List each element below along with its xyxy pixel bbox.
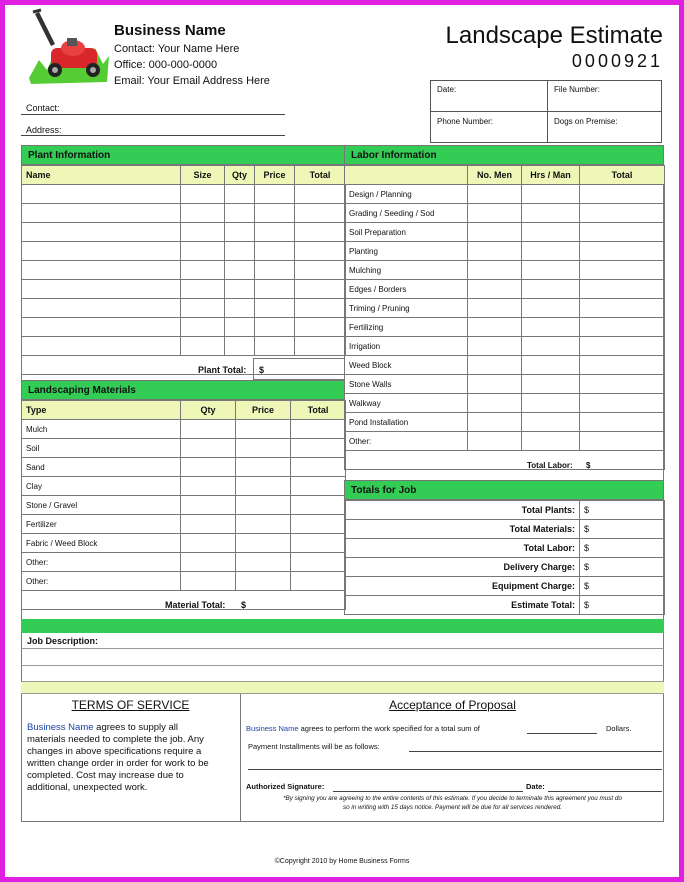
materials-type-cell: Sand [22,458,181,477]
labor-total-cell[interactable] [580,204,665,223]
plant-name-cell[interactable] [22,242,181,261]
plant-price-cell[interactable] [255,261,295,280]
dogs-label: Dogs on Premise: [554,117,618,126]
labor-total-cell[interactable] [580,413,665,432]
labor-total-cell[interactable] [580,261,665,280]
plant-price-cell[interactable] [255,280,295,299]
labor-row [345,280,665,299]
labor-task-cell: Grading / Seeding / Sod [345,204,468,223]
labor-row [345,356,665,375]
totals-value-cell[interactable]: $ [580,596,665,615]
terms-line-2: materials needed to complete the job. Any [27,734,204,745]
plant-price-cell[interactable] [255,242,295,261]
labor-row [345,299,665,318]
materials-type-cell: Fertilizer [22,515,181,534]
plant-name-cell[interactable] [22,261,181,280]
materials-header-row [22,401,346,420]
plant-price-cell[interactable] [255,299,295,318]
totals-row [345,596,665,615]
labor-hrs-cell[interactable] [522,185,580,204]
labor-hrs-cell[interactable] [522,375,580,394]
labor-section-header: Labor Information [344,145,664,165]
labor-men-cell[interactable] [468,204,522,223]
plant-total-cell[interactable] [295,318,346,337]
plant-name-cell[interactable] [22,280,181,299]
materials-row [22,515,346,534]
totals-label-cell: Delivery Charge: [345,558,580,577]
labor-hrs-cell[interactable] [522,261,580,280]
plant-qty-cell[interactable] [225,299,255,318]
plant-name-cell[interactable] [22,318,181,337]
customer-address-label: Address: [26,125,62,135]
dollars-label: Dollars. [606,724,632,733]
dogs-field[interactable] [547,111,662,143]
labor-task-cell: Fertilizing [345,318,468,337]
phone-field[interactable] [430,111,548,143]
plant-col-qty: Qty [225,166,255,185]
materials-row [22,458,346,477]
signature-date-line[interactable] [548,791,662,792]
materials-type-cell: Soil [22,439,181,458]
plant-qty-cell[interactable] [225,318,255,337]
plant-price-cell[interactable] [255,318,295,337]
labor-row [345,204,665,223]
labor-men-cell[interactable] [468,280,522,299]
labor-row [345,432,665,451]
acceptance-business-name: Business Name [246,724,299,733]
plant-size-cell[interactable] [181,185,225,204]
labor-task-cell: Edges / Borders [345,280,468,299]
plant-row [22,337,346,356]
labor-header-row [345,166,665,185]
labor-total-cell[interactable] [580,432,665,451]
totals-value-cell[interactable]: $ [580,520,665,539]
totals-label-cell: Total Plants: [345,501,580,520]
green-divider [21,619,664,633]
job-line-2[interactable] [21,665,664,666]
totals-value-cell[interactable]: $ [580,539,665,558]
agreement-note-2: so in writing with 15 days notice. Payment will be due for all services rendered. [342,804,563,811]
materials-type-cell: Clay [22,477,181,496]
totals-row [345,539,665,558]
labor-total-currency: $ [586,461,591,470]
materials-table [21,400,346,610]
materials-col-total: Total [291,401,346,420]
labor-men-cell[interactable] [468,318,522,337]
totals-value-cell[interactable]: $ [580,501,665,520]
labor-task-cell: Planting [345,242,468,261]
materials-total-cell[interactable] [291,477,346,496]
labor-table [344,165,665,470]
acceptance-text-1: agrees to perform the work specified for a total sum of [298,724,480,733]
plant-price-cell[interactable] [255,337,295,356]
signature-line[interactable] [333,791,523,792]
plant-total-cell[interactable] [295,337,346,356]
materials-price-cell[interactable] [236,553,291,572]
materials-price-cell[interactable] [236,458,291,477]
materials-qty-cell[interactable] [181,534,236,553]
labor-total-label: Total Labor: [527,461,573,470]
plant-total-cell[interactable] [295,280,346,299]
labor-task-cell: Pond Installation [345,413,468,432]
agreement-note-1: *By signing you are agreeing to the entire contents of this estimate. If you decide to terminate this agreement you must do [283,795,622,802]
plant-size-cell[interactable] [181,223,225,242]
labor-hrs-cell[interactable] [522,299,580,318]
labor-hrs-cell[interactable] [522,394,580,413]
labor-men-cell[interactable] [468,261,522,280]
plant-total-field[interactable] [253,358,345,380]
materials-total-cell[interactable] [291,496,346,515]
materials-type-cell: Mulch [22,420,181,439]
labor-row [345,242,665,261]
plant-qty-cell[interactable] [225,337,255,356]
labor-total-cell[interactable] [580,394,665,413]
materials-col-type: Type [22,401,181,420]
labor-men-cell[interactable] [468,223,522,242]
materials-price-cell[interactable] [236,515,291,534]
totals-section-header: Totals for Job [344,480,664,500]
labor-total-cell[interactable] [580,280,665,299]
labor-total-cell[interactable] [580,337,665,356]
plant-name-cell[interactable] [22,185,181,204]
totals-label-cell: Estimate Total: [345,596,580,615]
plant-row [22,204,346,223]
labor-men-cell[interactable] [468,394,522,413]
labor-task-cell: Other: [345,432,468,451]
copyright: ©Copyright 2010 by Home Business Forms [274,858,410,865]
labor-men-cell[interactable] [468,299,522,318]
file-number-label: File Number: [554,85,600,94]
labor-total-cell[interactable] [580,242,665,261]
materials-row [22,439,346,458]
totals-row [345,501,665,520]
materials-qty-cell[interactable] [181,496,236,515]
materials-qty-cell[interactable] [181,439,236,458]
materials-price-cell[interactable] [236,572,291,591]
materials-total-cell[interactable] [291,534,346,553]
job-line-1[interactable] [21,648,664,649]
labor-task-cell: Design / Planning [345,185,468,204]
totals-table [344,500,665,615]
totals-value-cell[interactable]: $ [580,577,665,596]
plant-col-size: Size [181,166,225,185]
plant-header-row [22,166,346,185]
labor-men-cell[interactable] [468,185,522,204]
yellow-divider [21,681,664,694]
labor-total-cell[interactable] [580,185,665,204]
lawn-mower-icon [25,8,111,88]
business-contact: Contact: Your Name Here [114,43,240,55]
plant-total-label: Plant Total: [198,365,247,375]
labor-row [345,185,665,204]
materials-row [22,572,346,591]
labor-task-cell: Stone Walls [345,375,468,394]
plant-total-cell[interactable] [295,242,346,261]
labor-col-men: No. Men [468,166,522,185]
plant-size-cell[interactable] [181,242,225,261]
labor-task-cell: Mulching [345,261,468,280]
plant-row [22,185,346,204]
materials-qty-cell[interactable] [181,477,236,496]
labor-hrs-cell[interactable] [522,280,580,299]
plant-section-header: Plant Information [21,145,345,165]
page-title: Landscape Estimate [445,22,663,49]
acceptance-text [246,724,480,733]
totals-row [345,577,665,596]
totals-label-cell: Total Materials: [345,520,580,539]
materials-row [22,496,346,515]
labor-row [345,223,665,242]
terms-line-4: written change order in order for work to be [27,758,209,769]
materials-section-header: Landscaping Materials [21,380,345,400]
terms-body [27,722,237,794]
plant-size-cell[interactable] [181,280,225,299]
total-sum-line[interactable] [527,733,597,734]
plant-size-cell[interactable] [181,204,225,223]
business-name: Business Name [114,22,226,39]
materials-total-cell[interactable] [291,572,346,591]
totals-label-cell: Total Labor: [345,539,580,558]
plant-table [21,165,346,375]
plant-size-cell[interactable] [181,261,225,280]
plant-qty-cell[interactable] [225,242,255,261]
labor-hrs-cell[interactable] [522,432,580,451]
plant-col-name: Name [22,166,181,185]
materials-row [22,534,346,553]
plant-total-cell[interactable] [295,299,346,318]
address-line[interactable] [21,135,285,136]
labor-task-cell: Weed Block [345,356,468,375]
totals-row [345,520,665,539]
materials-price-cell[interactable] [236,420,291,439]
acceptance-title: Acceptance of Proposal [389,698,516,712]
plant-name-cell[interactable] [22,337,181,356]
labor-hrs-cell[interactable] [522,204,580,223]
materials-price-cell[interactable] [236,477,291,496]
materials-qty-cell[interactable] [181,515,236,534]
labor-total-spacer [345,451,665,470]
plant-total-cell[interactable] [295,223,346,242]
phone-label: Phone Number: [437,117,494,126]
installments-label: Payment Installments will be as follows: [248,742,380,751]
materials-type-cell: Other: [22,572,181,591]
labor-men-cell[interactable] [468,242,522,261]
terms-line-5: completed. Cost may increase due to [27,770,184,781]
plant-size-cell[interactable] [181,299,225,318]
terms-title: TERMS OF SERVICE [71,698,190,712]
totals-row [345,558,665,577]
plant-total-currency: $ [259,365,265,375]
materials-price-cell[interactable] [236,496,291,515]
labor-row [345,318,665,337]
materials-qty-cell[interactable] [181,553,236,572]
date-field[interactable] [430,80,548,112]
job-description-label: Job Description: [27,636,99,646]
plant-qty-cell[interactable] [225,223,255,242]
materials-row [22,477,346,496]
labor-total-cell[interactable] [580,299,665,318]
terms-line-1: agrees to supply all [93,722,179,733]
labor-men-cell[interactable] [468,432,522,451]
materials-total-cell[interactable] [291,458,346,477]
labor-col-task [345,166,468,185]
business-office: Office: 000-000-0000 [114,59,218,71]
totals-value-cell[interactable]: $ [580,558,665,577]
labor-hrs-cell[interactable] [522,318,580,337]
plant-name-cell[interactable] [22,223,181,242]
business-email: Email: Your Email Address Here [114,75,270,87]
totals-label-cell: Equipment Charge: [345,577,580,596]
labor-hrs-cell[interactable] [522,413,580,432]
labor-total-cell[interactable] [580,318,665,337]
materials-qty-cell[interactable] [181,420,236,439]
plant-row [22,261,346,280]
labor-row [345,375,665,394]
material-total-label: Material Total: [165,600,226,610]
plant-qty-cell[interactable] [225,261,255,280]
materials-qty-cell[interactable] [181,458,236,477]
materials-col-price: Price [236,401,291,420]
labor-row [345,261,665,280]
signature-date-label: Date: [526,782,545,791]
installments-line-2[interactable] [248,769,662,770]
labor-total-row [345,451,665,470]
plant-qty-cell[interactable] [225,280,255,299]
date-label: Date: [437,85,457,94]
labor-col-hrs: Hrs / Man [522,166,580,185]
terms-business-name: Business Name [27,722,94,733]
materials-type-cell: Fabric / Weed Block [22,534,181,553]
materials-total-cell[interactable] [291,439,346,458]
materials-col-qty: Qty [181,401,236,420]
materials-type-cell: Other: [22,553,181,572]
terms-divider [240,694,241,822]
plant-col-price: Price [255,166,295,185]
labor-hrs-cell[interactable] [522,337,580,356]
plant-price-cell[interactable] [255,223,295,242]
plant-total-cell[interactable] [295,261,346,280]
labor-task-cell: Soil Preparation [345,223,468,242]
materials-qty-cell[interactable] [181,572,236,591]
labor-col-total: Total [580,166,665,185]
materials-row [22,420,346,439]
materials-price-cell[interactable] [236,439,291,458]
labor-row [345,394,665,413]
labor-task-cell: Walkway [345,394,468,413]
estimate-sheet [5,5,679,877]
plant-row [22,242,346,261]
material-total-currency: $ [241,600,247,610]
customer-contact-label: Contact: [26,103,60,113]
plant-price-cell[interactable] [255,204,295,223]
labor-total-cell[interactable] [580,223,665,242]
labor-men-cell[interactable] [468,375,522,394]
materials-total-cell[interactable] [291,553,346,572]
labor-task-cell: Irrigation [345,337,468,356]
plant-total-cell[interactable] [295,204,346,223]
materials-total-cell[interactable] [291,515,346,534]
plant-name-cell[interactable] [22,204,181,223]
labor-hrs-cell[interactable] [522,223,580,242]
labor-total-cell[interactable] [580,356,665,375]
labor-men-cell[interactable] [468,337,522,356]
plant-row [22,223,346,242]
plant-qty-cell[interactable] [225,204,255,223]
terms-line-6: additional, unexpected work. [27,782,148,793]
terms-line-3: changes in above specifications require a [27,746,202,757]
plant-row [22,318,346,337]
plant-total-cell[interactable] [295,185,346,204]
plant-col-total: Total [295,166,346,185]
labor-row [345,413,665,432]
installments-line-1[interactable] [409,751,662,752]
labor-row [345,337,665,356]
labor-men-cell[interactable] [468,413,522,432]
labor-hrs-cell[interactable] [522,356,580,375]
plant-size-cell[interactable] [181,318,225,337]
file-number-field[interactable] [547,80,662,112]
labor-hrs-cell[interactable] [522,242,580,261]
contact-line[interactable] [21,114,285,115]
materials-type-cell: Stone / Gravel [22,496,181,515]
plant-name-cell[interactable] [22,299,181,318]
labor-task-cell: Triming / Pruning [345,299,468,318]
plant-qty-cell[interactable] [225,185,255,204]
materials-row [22,553,346,572]
labor-men-cell[interactable] [468,356,522,375]
plant-size-cell[interactable] [181,337,225,356]
labor-total-cell[interactable] [580,375,665,394]
signature-label: Authorized Signature: [246,782,325,791]
materials-total-cell[interactable] [291,420,346,439]
estimate-number: 0000921 [571,51,663,71]
plant-price-cell[interactable] [255,185,295,204]
plant-row [22,299,346,318]
materials-price-cell[interactable] [236,534,291,553]
plant-row [22,280,346,299]
